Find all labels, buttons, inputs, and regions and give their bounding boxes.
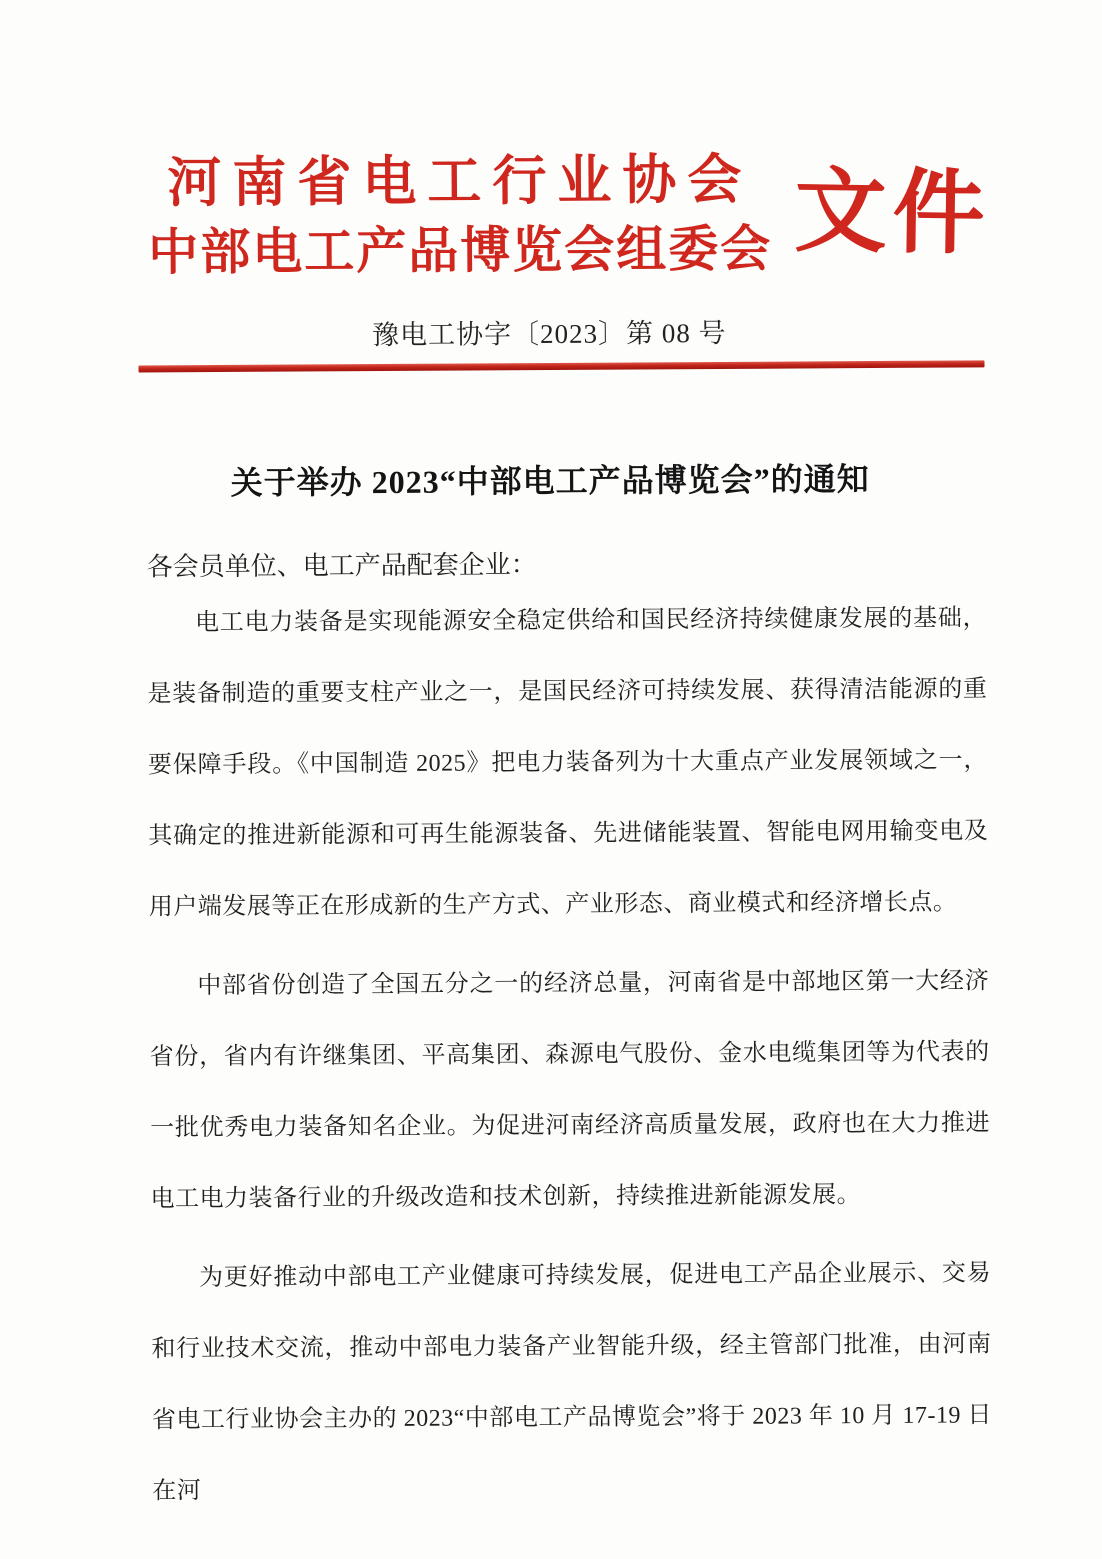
body-paragraph-3: 为更好推动中部电工产业健康可持续发展，促进电工产品企业展示、交易和行业技术交流，推动中部电力装备产业智能升级，经主管部门批准，由河南省电工行业协会主办的 2023“中部电工产品博览会”将于 2023 年 10 月 17-19 日在河 [151,1260,993,1505]
notice-body [147,545,993,1527]
body-paragraph-1: 电工电力装备是实现能源安全稳定供给和国民经济持续健康发展的基础，是装备制造的重要支柱产业之一，是国民经济可持续发展、获得清洁能源的重要保障手段。《中国制造 2025》把电力装备列为十大重点产业发展领域之一，其确定的推进新能源和可再生能源装备、先进储能装置、智能电网用输变电及用户端发展等正在形成新的生产方式、产业形态、商业模式和经济增长点。 [147,605,989,921]
letterhead [0,0,1100,285]
document-number: 豫电工协字〔2023〕第 08 号 [371,317,727,351]
issuing-organizations [147,147,773,285]
red-divider-rule [138,360,984,372]
notice-title: 关于举办 2023“中部电工产品博览会”的通知 [230,461,870,501]
salutation: 各会员单位、电工产品配套企业： [146,550,537,582]
doc-type-label: 文件 [793,160,992,266]
org-name-line1: 河南省电工行业协会 [167,149,753,214]
org-name-line2: 中部电工产品博览会组委会 [148,220,773,281]
paragraphs-container [147,583,993,1527]
body-paragraph-2: 中部省份创造了全国五分之一的经济总量，河南省是中部地区第一大经济省份，省内有许继集团、平高集团、森源电气股份、金水电缆集团等为代表的一批优秀电力装备知名企业。为促进河南经济高质量发展，政府也在大力推进电工电力装备行业的升级改造和技术创新，持续推进新能源发展。 [149,968,991,1213]
